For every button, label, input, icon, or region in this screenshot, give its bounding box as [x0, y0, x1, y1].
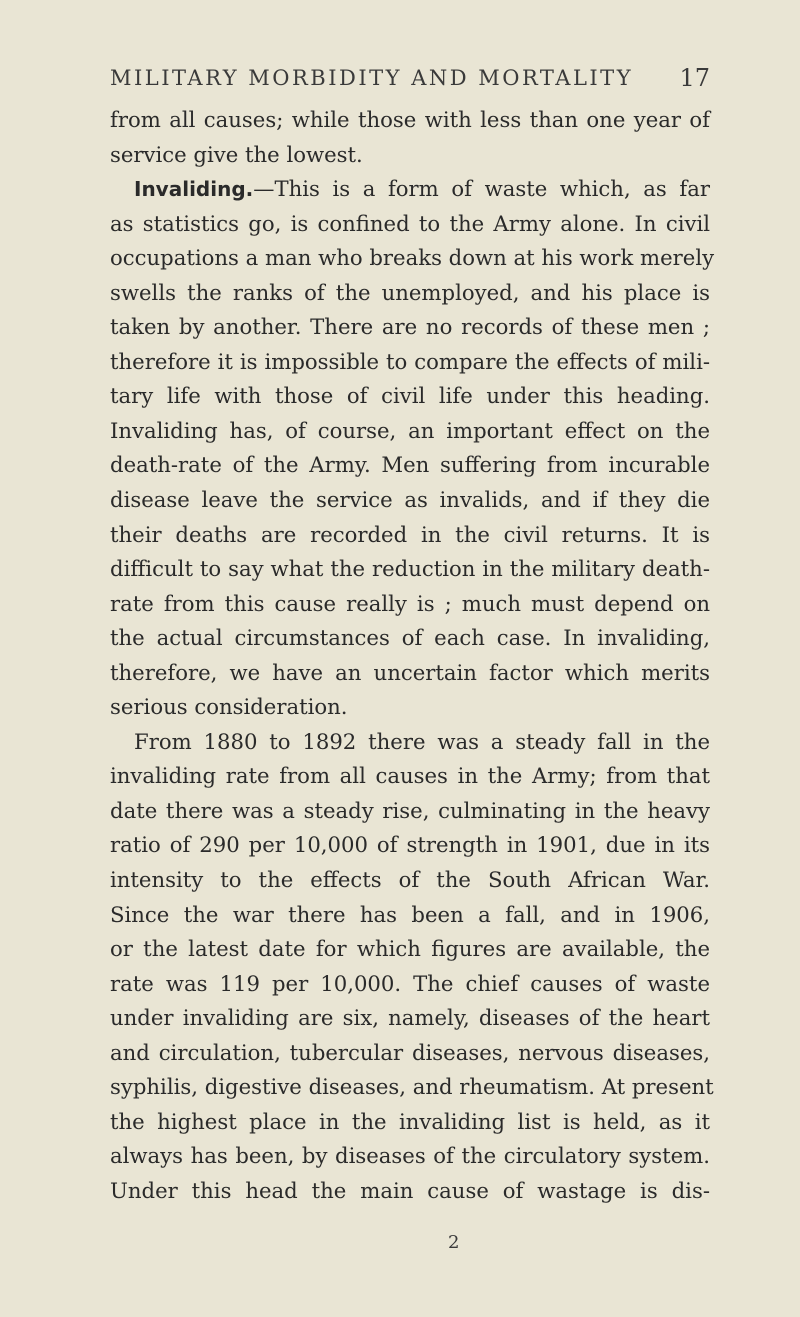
text-line: date there was a steady rise, culminating in the heavy	[110, 797, 710, 823]
text-line: rate was 119 per 10,000. The chief causes of waste	[110, 970, 710, 996]
text-line: Invaliding has, of course, an important effect on the	[110, 417, 710, 443]
signature-mark: 2	[448, 1232, 460, 1253]
body-text	[110, 103, 715, 1209]
text-line: from all causes; while those with less than one year of	[110, 107, 710, 132]
text-line: death-rate of the Army. Men suffering from incurable	[110, 452, 710, 478]
text-line: always has been, by diseases of the circulatory system.	[110, 1143, 710, 1169]
text-line: occupations a man who breaks down at his work merely	[110, 245, 715, 271]
text-line: service give the lowest.	[110, 141, 363, 167]
text-line: therefore it is impossible to compare the effects of mili-	[110, 348, 710, 374]
text-line: their deaths are recorded in the civil returns. It is	[110, 521, 710, 547]
text-line: syphilis, digestive diseases, and rheumatism. At present	[110, 1074, 714, 1100]
text-line: disease leave the service as invalids, and if they die	[110, 487, 710, 513]
text-line: and circulation, tubercular diseases, nervous diseases,	[110, 1039, 710, 1065]
text-line: the actual circumstances of each case. In invaliding,	[110, 625, 710, 651]
running-head	[110, 66, 710, 96]
text-line: taken by another. There are no records of these men ;	[110, 314, 710, 340]
running-title: MILITARY MORBIDITY AND MORTALITY	[110, 66, 634, 90]
text-line: swells the ranks of the unemployed, and his place is	[110, 279, 710, 305]
text-line: serious consideration.	[110, 694, 348, 720]
page-number: 17	[679, 64, 710, 92]
text-line: Under this head the main cause of wastage is dis-	[110, 1177, 710, 1203]
text-line: tary life with those of civil life under this heading.	[110, 383, 710, 409]
text-line: invaliding rate from all causes in the Army; from that	[110, 763, 710, 789]
text-line: therefore, we have an uncertain factor which merits	[110, 659, 710, 685]
text-line: or the latest date for which figures are available, the	[110, 936, 710, 962]
text-line: From 1880 to 1892 there was a steady fall in the	[134, 728, 710, 754]
text-line: Since the war there has been a fall, and in 1906,	[110, 901, 710, 927]
text-line	[110, 172, 710, 207]
text-line: intensity to the effects of the South African War.	[110, 867, 710, 893]
text-line-rest: —This is a form of waste which, as far	[253, 176, 710, 202]
text-line: difficult to say what the reduction in the military death-	[110, 556, 710, 582]
text-line: the highest place in the invaliding list is held, as it	[110, 1108, 710, 1134]
section-heading: Invaliding.	[134, 177, 254, 202]
text-line: rate from this cause really is ; much must depend on	[110, 590, 710, 616]
text-line: as statistics go, is confined to the Army alone. In civil	[110, 210, 710, 236]
text-line: ratio of 290 per 10,000 of strength in 1901, due in its	[110, 832, 710, 858]
text-line: under invaliding are six, namely, diseases of the heart	[110, 1005, 710, 1031]
